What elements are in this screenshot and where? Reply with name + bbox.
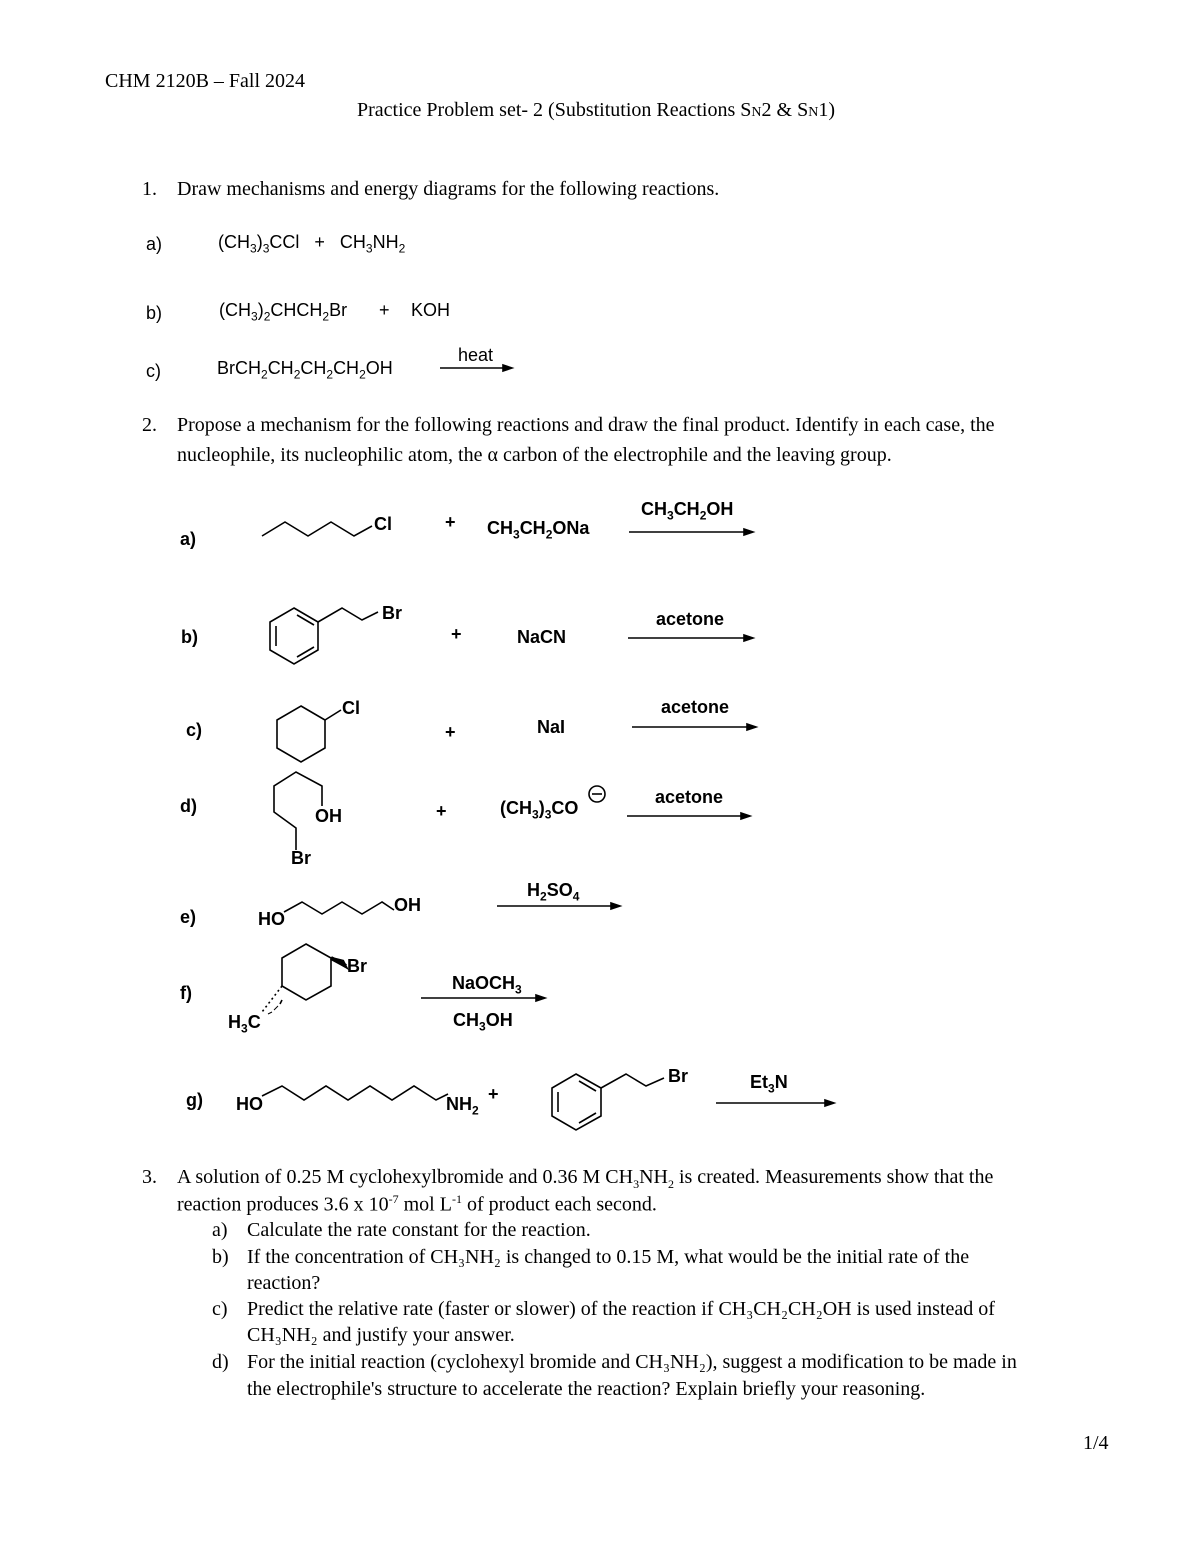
q2-g-amine: $NH_2$ <box>446 1094 479 1118</box>
q2-c-reagent: NaI <box>537 717 566 737</box>
q1-b-plus: + <box>379 300 390 320</box>
q2-d-bromide: Br <box>291 848 312 868</box>
q1-b-label: b) <box>146 303 163 323</box>
q1-b-reagent: KOH <box>411 300 451 320</box>
q2-a-label: a) <box>180 529 197 549</box>
q3-d-text-cont: the electrophile's structure to accelerate the reaction? Explain briefly your reasoning. <box>247 1378 926 1400</box>
q2-f-label: f) <box>180 983 192 1003</box>
q2-d-label: d) <box>180 796 197 816</box>
q3-a-text: Calculate the rate constant for the reaction. <box>247 1219 591 1241</box>
q3-c-text-cont: CH₃NH₂ and justify your answer. <box>247 1324 515 1346</box>
q3-a-label: a) <box>212 1219 228 1241</box>
q2-f-cyclohexane <box>282 944 331 1000</box>
q2-c-plus: + <box>445 722 456 742</box>
q3-b-text-cont: reaction? <box>247 1272 321 1294</box>
q2-e-hydroxyl-right: OH <box>394 895 421 915</box>
q2-c-cyclohexane <box>277 706 325 762</box>
q2-g-plus: + <box>488 1084 499 1104</box>
q2-g-reagent: $Et_3N$ <box>750 1072 788 1096</box>
q3-line2: reaction produces 3.6 x $10^{-7}$ mol $L^{-1}$ of product each second. <box>177 1192 657 1216</box>
q1-c-condition: heat <box>458 345 494 365</box>
q2-g-chain <box>262 1086 448 1100</box>
q2-a-chain <box>262 522 372 536</box>
q2-c-label: c) <box>186 720 203 740</box>
q2-g-benzene-ring <box>552 1074 601 1130</box>
q2-f-reagent: NaOCH$_3$ <box>452 973 522 997</box>
q2-b-label: b) <box>181 627 198 647</box>
q1-a-reaction: $(CH_3)_3CCl + CH_3NH_2$ <box>218 232 406 256</box>
q2-f-methyl: $H_3C$ <box>228 1012 261 1036</box>
q2-a-reagent: $CH_3CH_2ONa$ <box>487 518 590 542</box>
q2-number: 2. <box>142 414 157 436</box>
q2-g-label: g) <box>186 1090 203 1110</box>
q3-d-text: For the initial reaction (cyclohexyl bromide and CH₃NH₂), suggest a modification to be made in <box>247 1351 1017 1373</box>
q2-a-plus: + <box>445 512 456 532</box>
q2-d-reagent: $(CH_3)_3CO$ <box>500 798 579 822</box>
q2-c-chloride: Cl <box>342 698 360 718</box>
q2-text-line1: Propose a mechanism for the following reactions and draw the final product. Identify in each case, the <box>177 414 995 436</box>
q2-d-solvent: acetone <box>655 787 724 807</box>
q2-g-hydroxyl: HO <box>236 1094 263 1114</box>
q3-line1: A solution of 0.25 M cyclohexylbromide and 0.36 M $CH_3NH_2$ is created. Measurements show that the <box>177 1166 994 1191</box>
q3-d-label: d) <box>212 1351 229 1373</box>
q2-b-bromide: Br <box>382 603 403 623</box>
q2-b-benzene-ring <box>270 608 318 664</box>
q2-c-solvent: acetone <box>661 697 730 717</box>
q2-b-solvent: acetone <box>656 609 725 629</box>
q1-a-label: a) <box>146 234 163 254</box>
q2-b-plus: + <box>451 624 462 644</box>
page-number: 1/4 <box>1083 1432 1109 1454</box>
q2-b-reagent: NaCN <box>517 627 567 647</box>
q2-e-hydroxyl-left: HO <box>258 909 285 929</box>
q3-b-text: If the concentration of CH₃NH₂ is changed to 0.15 M, what would be the initial rate of the <box>247 1246 970 1268</box>
q2-a-solvent: $CH_3CH_2OH$ <box>641 499 734 523</box>
q1-c-label: c) <box>146 361 161 381</box>
q2-text-line2: nucleophile, its nucleophilic atom, the α carbon of the electrophile and the leaving group. <box>177 444 892 466</box>
q2-g-bromide: Br <box>668 1066 689 1086</box>
q1-b-substrate: $(CH_3)_2CHCH_2Br$ <box>219 300 348 324</box>
q1-c-substrate: $BrCH_2CH_2CH_2CH_2OH$ <box>217 358 393 382</box>
q2-d-plus: + <box>436 801 447 821</box>
q2-e-chain <box>284 902 394 914</box>
course-header: CHM 2120B – Fall 2024 <box>105 70 306 92</box>
q2-d-hydroxyl: OH <box>315 806 342 826</box>
q2-f-bromide: Br <box>347 956 368 976</box>
q2-f-solvent: $CH_3OH$ <box>453 1010 513 1034</box>
q2-e-label: e) <box>180 907 197 927</box>
q1-number: 1. <box>142 178 157 200</box>
q3-b-label: b) <box>212 1246 229 1268</box>
q1-text: Draw mechanisms and energy diagrams for the following reactions. <box>177 178 720 200</box>
q2-e-reagent: $H_2SO_4$ <box>527 880 580 904</box>
q2-a-chloride: Cl <box>374 514 392 534</box>
q3-number: 3. <box>142 1166 157 1188</box>
page-title: Practice Problem set- 2 (Substitution Reactions SN2 & SN1) <box>357 99 836 121</box>
q3-c-text: Predict the relative rate (faster or slower) of the reaction if CH₃CH₂CH₂OH is used instead of <box>247 1298 995 1320</box>
q3-c-label: c) <box>212 1298 228 1320</box>
